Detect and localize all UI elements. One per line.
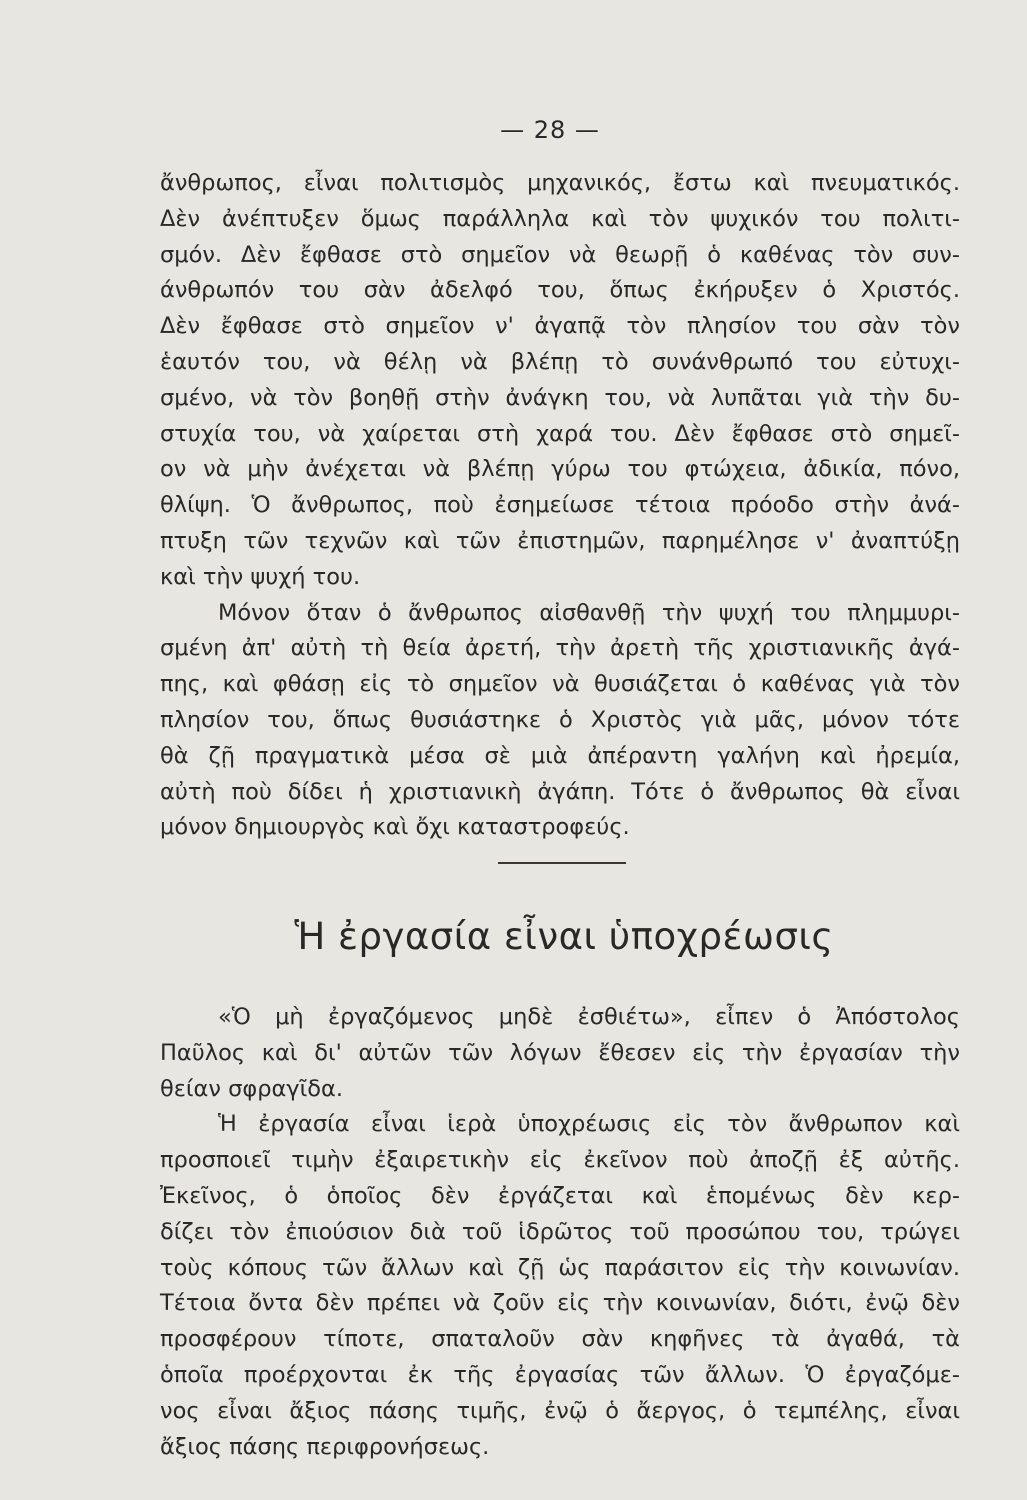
- text-line: θλίψη. Ὁ ἄνθρωπος, ποὺ ἐσημείωσε τέτοια πρόοδο στὴν ἀνά-: [160, 492, 960, 519]
- text-line: πης, καὶ φθάσῃ εἰς τὸ σημεῖον νὰ θυσιάζεται ὁ καθένας γιὰ τὸν: [160, 671, 960, 698]
- text-line: τοὺς κόπους τῶν ἄλλων καὶ ζῇ ὡς παράσιτον εἰς τὴν κοινωνίαν.: [160, 1254, 960, 1281]
- text-line: πτυξη τῶν τεχνῶν καὶ τῶν ἐπιστημῶν, παρημέλησε ν' ἀναπτύξῃ: [160, 527, 960, 554]
- section-heading: Ἡ ἐργασία εἶναι ὑποχρέωσις: [294, 915, 834, 958]
- text-line: Παῦλος καὶ δι' αὐτῶν τῶν λόγων ἔθεσεν εἰς τὴν ἐργασίαν τὴν: [160, 1039, 960, 1066]
- page-number: — 28 —: [500, 116, 600, 144]
- text-line: ὁποῖα προέρχονται ἐκ τῆς ἐργασίας τῶν ἄλλων. Ὁ ἐργαζόμε-: [160, 1361, 960, 1388]
- text-line: ἑαυτόν του, νὰ θέλῃ νὰ βλέπῃ τὸ συνάνθρωπό του εὐτυχι-: [160, 348, 960, 375]
- text-line: ἄξιος πάσης περιφρονήσεως.: [160, 1433, 490, 1460]
- text-line: στυχία του, νὰ χαίρεται στὴ χαρά του. Δὲν ἔφθασε στὸ σημεῖ-: [160, 420, 960, 447]
- text-line: αὐτὴ ποὺ δίδει ἡ χριστιανικὴ ἀγάπη. Τότε ὁ ἄνθρωπος θὰ εἶναι: [160, 778, 960, 805]
- text-line: προσφέρουν τίποτε, σπαταλοῦν σὰν κηφῆνες τὰ ἀγαθά, τὰ: [160, 1326, 960, 1353]
- text-line: καὶ τὴν ψυχή του.: [160, 563, 361, 590]
- text-line: σμένο, νὰ τὸν βοηθῇ στὴν ἀνάγκη του, νὰ λυπᾶται γιὰ τὴν δυ-: [160, 384, 960, 411]
- text-line: σμόν. Δὲν ἔφθασε στὸ σημεῖον νὰ θεωρῇ ὁ καθένας τὸν συν-: [160, 241, 960, 268]
- text-line: πλησίον του, ὅπως θυσιάστηκε ὁ Χριστὸς γιὰ μᾶς, μόνον τότε: [160, 706, 960, 733]
- text-line: μόνον δημιουργὸς καὶ ὄχι καταστροφεύς.: [160, 814, 630, 841]
- text-line: Δὲν ἀνέπτυξεν ὅμως παράλληλα καὶ τὸν ψυχικόν του πολιτι-: [160, 205, 960, 232]
- text-line: σμένη ἀπ' αὐτὴ τὴ θεία ἀρετή, τὴν ἀρετὴ τῆς χριστιανικῆς ἀγά-: [160, 635, 960, 662]
- text-line: νος εἶναι ἄξιος πάσης τιμῆς, ἐνῷ ὁ ἄεργος, ὁ τεμπέλης, εἶναι: [160, 1397, 960, 1424]
- text-line: δίζει τὸν ἐπιούσιον διὰ τοῦ ἱδρῶτος τοῦ προσώπου του, τρώγει: [160, 1218, 960, 1245]
- text-line: προσποιεῖ τιμὴν ἐξαιρετικὴν εἰς ἐκεῖνον ποὺ ἀποζῇ ἐξ αὐτῆς.: [160, 1147, 960, 1174]
- text-line: θείαν σφραγῖδα.: [160, 1075, 343, 1102]
- text-line: θὰ ζῇ πραγματικὰ μέσα σὲ μιὰ ἀπέραντη γαλήνη καὶ ἠρεμία,: [160, 742, 960, 769]
- text-line: Ἐκεῖνος, ὁ ὁποῖος δὲν ἐργάζεται καὶ ἑπομένως δὲν κερ-: [160, 1182, 960, 1209]
- text-line: Τέτοια ὄντα δὲν πρέπει νὰ ζοῦν εἰς τὴν κοινωνίαν, διότι, ἐνῷ δὲν: [160, 1290, 960, 1317]
- text-line: Ἡ ἐργασία εἶναι ἱερὰ ὑποχρέωσις εἰς τὸν ἄνθρωπον καὶ: [218, 1111, 960, 1138]
- text-line: Δὲν ἔφθασε στὸ σημεῖον ν' ἀγαπᾷ τὸν πλησίον του σὰν τὸν: [160, 313, 960, 340]
- text-line: ον νὰ μὴν ἀνέχεται νὰ βλέπῃ γύρω του φτώχεια, ἀδικία, πόνο,: [160, 456, 960, 483]
- paragraph-block-1: [160, 166, 960, 846]
- text-line: Μόνον ὅταν ὁ ἄνθρωπος αἰσθανθῇ τὴν ψυχή του πλημμυρι-: [218, 599, 960, 626]
- text-line: άνθρωπόν του σὰν ἀδελφό του, ὅπως ἐκήρυξεν ὁ Χριστός.: [160, 277, 960, 304]
- text-line: ἄνθρωπος, εἶναι πολιτισμὸς μηχανικός, ἔστω καὶ πνευματικός.: [160, 170, 960, 196]
- section-divider: [498, 862, 626, 864]
- paragraph-block-2: [160, 1000, 960, 1465]
- text-line: «Ὁ μὴ ἐργαζόμενος μηδὲ ἐσθιέτω», εἶπεν ὁ Ἀπόστολος: [218, 1004, 960, 1030]
